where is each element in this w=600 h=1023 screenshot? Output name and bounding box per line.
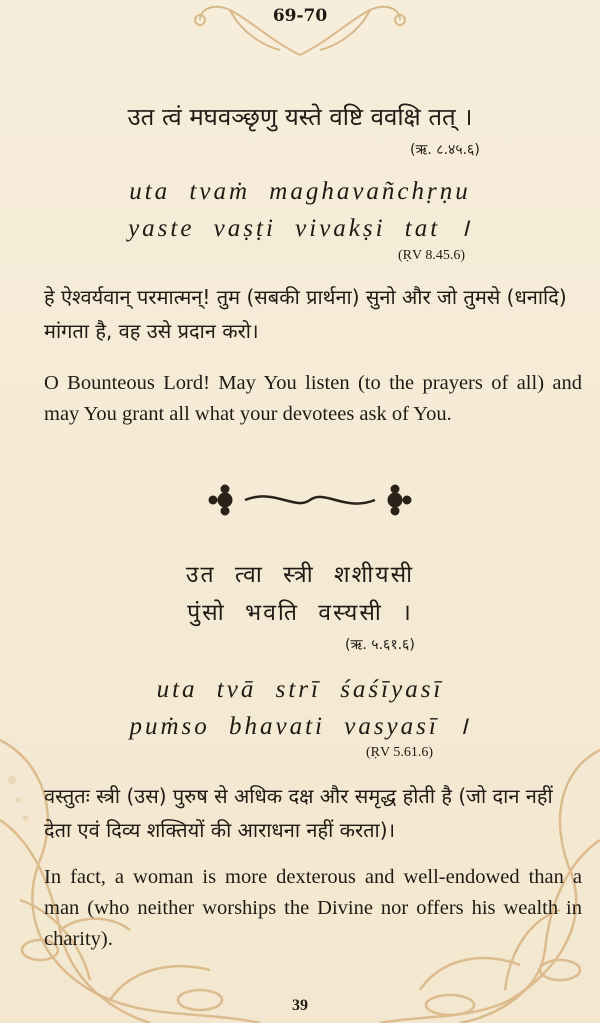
page-range-header: 69-70 xyxy=(272,6,328,26)
divider-ornament xyxy=(205,483,415,517)
verse2-english-meaning: In fact, a woman is more dexterous and well-endowed than a man (who neither worships the Divine nor offers his wealth in charity). xyxy=(44,866,582,950)
verse2-transliteration-line2: puṁso bhavati vasyasī । xyxy=(129,713,471,740)
verse1-hindi-meaning: हे ऐश्वर्यवान् परमात्मन्! तुम (सबकी प्रार्थना) सुनो और जो तुमसे (धनादि) मांगता है, वह उसे प्रदान करो। xyxy=(44,285,567,343)
verse1-transliteration-line1: uta tvaṁ maghavañchṛṇu xyxy=(129,178,471,205)
verse2-sanskrit-line1: उत त्वा स्त्री शशीयसी xyxy=(185,562,415,588)
verse1-transliteration-line2: yaste vaṣṭi vivakṣi tat । xyxy=(128,215,472,242)
verse1-ref-hindi: (ऋ. ८.४५.६) xyxy=(410,142,480,158)
verse2-sanskrit-line2: पुंसो भवति वस्यसी । xyxy=(187,600,413,626)
verse1-sanskrit: उत त्वं मघवञ्छृणु यस्ते वष्टि ववक्षि तत् । xyxy=(127,103,473,131)
verse1-english-meaning: O Bounteous Lord! May You listen (to the prayers of all) and may You grant all what your devotees ask of You. xyxy=(44,372,582,425)
verse2-ref-english: (ṚV 5.61.6) xyxy=(366,745,434,760)
verse1-ref-english: (ṚV 8.45.6) xyxy=(398,248,466,263)
verse2-hindi-meaning: वस्तुतः स्त्री (उस) पुरुष से अधिक दक्ष और समृद्ध होती है (जो दान नहीं देता एवं दिव्य शक्तियों की आराधना नहीं करता)। xyxy=(44,784,553,842)
verse2-transliteration-line1: uta tvā strī śaśīyasī xyxy=(156,676,444,703)
verse2-ref-hindi: (ऋ. ५.६१.६) xyxy=(345,637,415,653)
page-number: 39 xyxy=(292,997,308,1014)
